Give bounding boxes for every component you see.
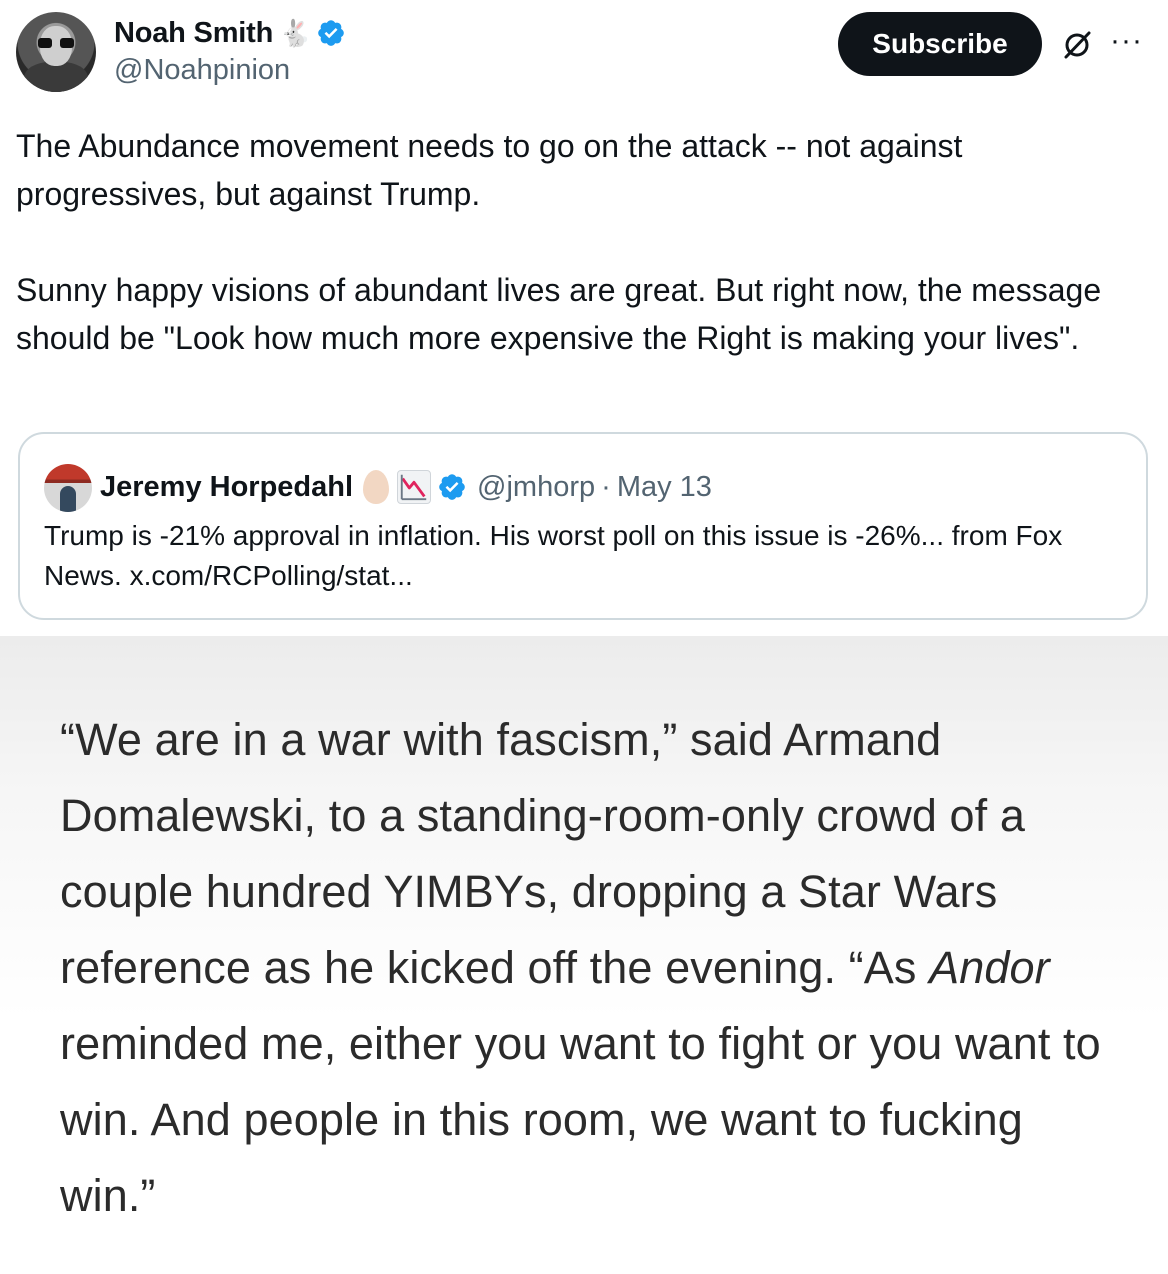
quoted-author-avatar[interactable] — [44, 464, 92, 512]
author-display-name[interactable]: Noah Smith — [114, 16, 274, 49]
avatar-person — [60, 486, 76, 512]
grok-icon[interactable] — [1062, 30, 1092, 60]
attached-image[interactable] — [0, 636, 1168, 1274]
author-handle[interactable]: @Noahpinion — [114, 54, 291, 86]
quoted-date[interactable]: May 13 — [616, 470, 712, 503]
chart-decreasing-icon — [397, 470, 431, 504]
tweet-header — [16, 12, 1152, 96]
image-quote-text — [60, 702, 1130, 1234]
verified-badge-icon[interactable] — [437, 472, 467, 502]
tweet-paragraph: Sunny happy visions of abundant lives are great. But right now, the message should be "Look how much more expensive the Right is making your lives". — [16, 272, 1102, 356]
verified-badge-icon[interactable] — [316, 18, 346, 48]
meta-separator: · — [601, 470, 611, 503]
quoted-display-name[interactable]: Jeremy Horpedahl — [100, 470, 354, 503]
subscribe-button[interactable]: Subscribe — [838, 12, 1042, 76]
excerpt-part: reminded me, either you want to fight or you want to win. And people in this room, we want to fucking win.” — [60, 1018, 1101, 1221]
quoted-tweet-text: Trump is -21% approval in inflation. His worst poll on this issue is -26%... from Fox News. x.com/RCPolling/stat... — [44, 520, 1063, 591]
quoted-author-row — [100, 464, 712, 510]
excerpt-part: “We are in a war with fascism,” said Armand Domalewski, to a standing-room-only crowd of a couple hundred YIMBYs, dropping a Star Wars reference as he kicked off the evening. “As — [60, 714, 1026, 993]
author-avatar[interactable] — [16, 12, 96, 92]
avatar-coat — [24, 62, 88, 92]
avatar-glasses — [38, 38, 74, 48]
more-options-icon[interactable]: ··· — [1110, 24, 1143, 57]
tweet-body — [16, 122, 1152, 362]
egg-icon — [363, 470, 389, 504]
author-name-row — [114, 14, 346, 52]
quoted-tweet-card[interactable] — [18, 432, 1148, 620]
excerpt-italic-title: Andor — [929, 942, 1050, 993]
rabbit-icon: 🐇 — [279, 17, 312, 48]
tweet-paragraph: The Abundance movement needs to go on the attack -- not against progressives, but against Trump. — [16, 128, 963, 212]
quoted-handle[interactable]: @jmhorp — [477, 470, 596, 503]
